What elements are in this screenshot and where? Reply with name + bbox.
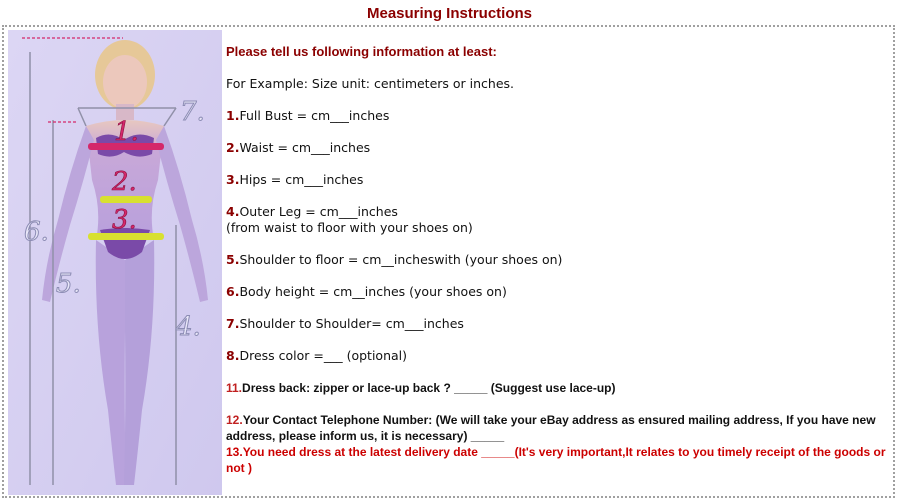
item-waist: 2.Waist = cm___inches [226, 140, 371, 155]
example-line: For Example: Size unit: centimeters or inches. [226, 76, 515, 91]
svg-text:1.: 1. [114, 117, 139, 147]
item-dress-back: 11.Dress back: zipper or lace-up back ? _____ (Suggest use lace-up) [226, 381, 616, 395]
item-dress-color: 8.Dress color =___ (optional) [226, 348, 407, 363]
item-full-bust: 1.Full Bust = cm___inches [226, 108, 390, 123]
item-contact-phone: 12.Your Contact Telephone Number: (We will take your eBay address as ensured mailing address, If you have new address, please inform us, it is necessary) _____ [226, 413, 876, 443]
measurement-figure [8, 30, 222, 495]
item-delivery-date: 13.You need dress at the latest delivery date _____(It's very important,It relates to you timely receipt of the goods or not ) [226, 445, 886, 475]
svg-text:2.: 2. [112, 167, 137, 197]
svg-text:3.: 3. [112, 205, 137, 235]
svg-text:6.: 6. [24, 217, 49, 247]
svg-text:5.: 5. [56, 269, 81, 299]
instructions-content [226, 44, 896, 492]
item-body-height: 6.Body height = cm__inches (your shoes on) [226, 284, 507, 299]
svg-text:4.: 4. [176, 312, 201, 342]
item-hips: 3.Hips = cm___inches [226, 172, 364, 187]
item-shoulder-to-floor: 5.Shoulder to floor = cm__incheswith (your shoes on) [226, 252, 563, 267]
instructions-heading: Please tell us following information at least: [226, 44, 497, 59]
svg-text:7.: 7. [180, 97, 205, 127]
item-outer-leg: 4.Outer Leg = cm___inches (from waist to floor with your shoes on) [226, 204, 473, 235]
item-shoulder-to-shoulder: 7.Shoulder to Shoulder= cm___inches [226, 316, 464, 331]
page-title: Measuring Instructions [366, 5, 533, 22]
